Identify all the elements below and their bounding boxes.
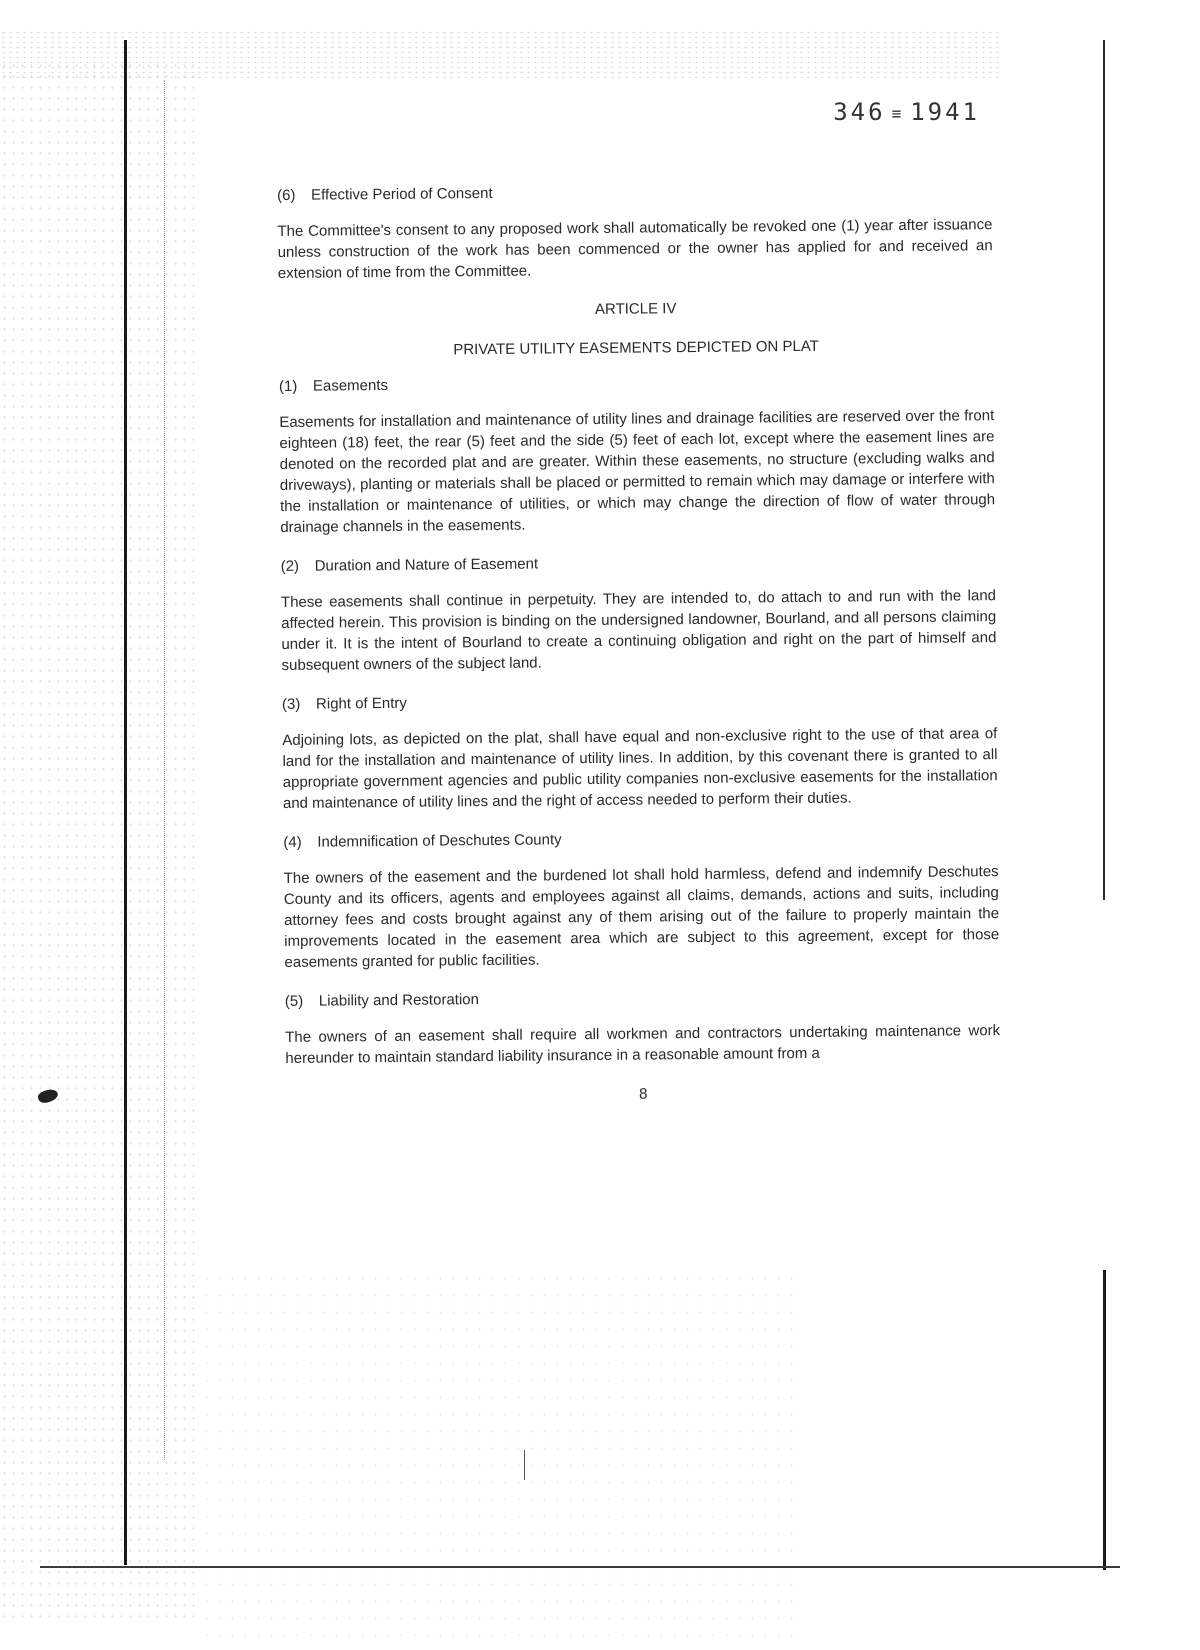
article-label: ARTICLE IV [594, 300, 677, 318]
stamp-separator-icon: ≡ [891, 103, 905, 123]
section-title: Right of Entry [315, 694, 407, 713]
section-title: Duration and Nature of Easement [314, 555, 539, 575]
stamp-volume: 346 [833, 98, 886, 126]
article-title: PRIVATE UTILITY EASEMENTS DEPICTED ON PLAT [453, 337, 819, 359]
section-number: (1) [278, 377, 298, 395]
section-number: (5) [284, 992, 304, 1010]
stamp-page: 1941 [910, 98, 980, 126]
section-number: (2) [280, 557, 300, 575]
scan-noise-bottom [200, 1270, 800, 1640]
page-number: 8 [638, 1085, 648, 1103]
scan-edge-bottom [40, 1566, 1120, 1568]
section-title: Effective Period of Consent [311, 184, 493, 204]
section-paragraph-6: The Committee's consent to any proposed work shall automatically be revoked one (1) year after issuance unless construction of the work has been commenced or the owner has applied for and received an extension of time from the Committee. [277, 216, 993, 282]
section-number: (4) [283, 833, 302, 851]
document-body [277, 178, 1001, 1108]
section-title: Easements [312, 376, 389, 395]
section-paragraph-2: These easements shall continue in perpetuity. They are intended to, do attach to and run with the land affected herein. This provision is binding on the undersigned landowner, Bourland, and all persons claiming under it. It is the intent of Bourland to create a continuing obligation and right on the part of himself and subsequent owners of the subject land. [280, 587, 997, 674]
section-paragraph-3: Adjoining lots, as depicted on the plat, shall have equal and non-exclusive right to the use of that area of land for the installation and maintenance of utility lines. In addition, by this covenant there is granted to all appropriate government agencies and public utility companies non-exclusive easements for the installation and maintenance of utility lines and the right of access needed to perform their duties. [282, 725, 998, 812]
section-number: (6) [277, 186, 296, 204]
section-number: (3) [281, 695, 301, 713]
scan-edge-left-faint [164, 80, 166, 1460]
section-paragraph-5: The owners of an easement shall require all workmen and contractors undertaking maintenance work hereunder to maintain standard liability insurance in a reasonable amount from a [285, 1022, 1001, 1067]
scan-edge-right-upper [1103, 40, 1105, 900]
section-title: Liability and Restoration [318, 991, 480, 1010]
recording-stamp [810, 98, 980, 126]
section-title: Indemnification of Deschutes County [317, 831, 562, 851]
scan-edge-right-lower [1103, 1270, 1106, 1570]
pen-mark [524, 1450, 525, 1480]
section-paragraph-4: The owners of the easement and the burdened lot shall hold harmless, defend and indemnify Deschutes County and its officers, agents and employees against all claims, demands, actions and suits, including attorney fees and costs brought against any of them arising out of the failure to properly maintain the improvements located in the easement area which are subject to this agreement, except for those easements granted for public facilities. [283, 863, 1000, 971]
scan-edge-left [124, 40, 127, 1565]
section-paragraph-1: Easements for installation and maintenance of utility lines and drainage facilities are reserved over the front eighteen (18) feet, the rear (5) feet and the side (5) feet of each lot, except where the easement lines are denoted on the recorded plat and are greater. Within these easements, no structure (excluding walks and driveways), planting or materials shall be placed or permitted to remain which may damage or interfere with the installation or maintenance of utilities, or which may change the direction of flow of water through drainage channels in the easements. [279, 407, 996, 536]
scan-noise-left [0, 60, 200, 1620]
